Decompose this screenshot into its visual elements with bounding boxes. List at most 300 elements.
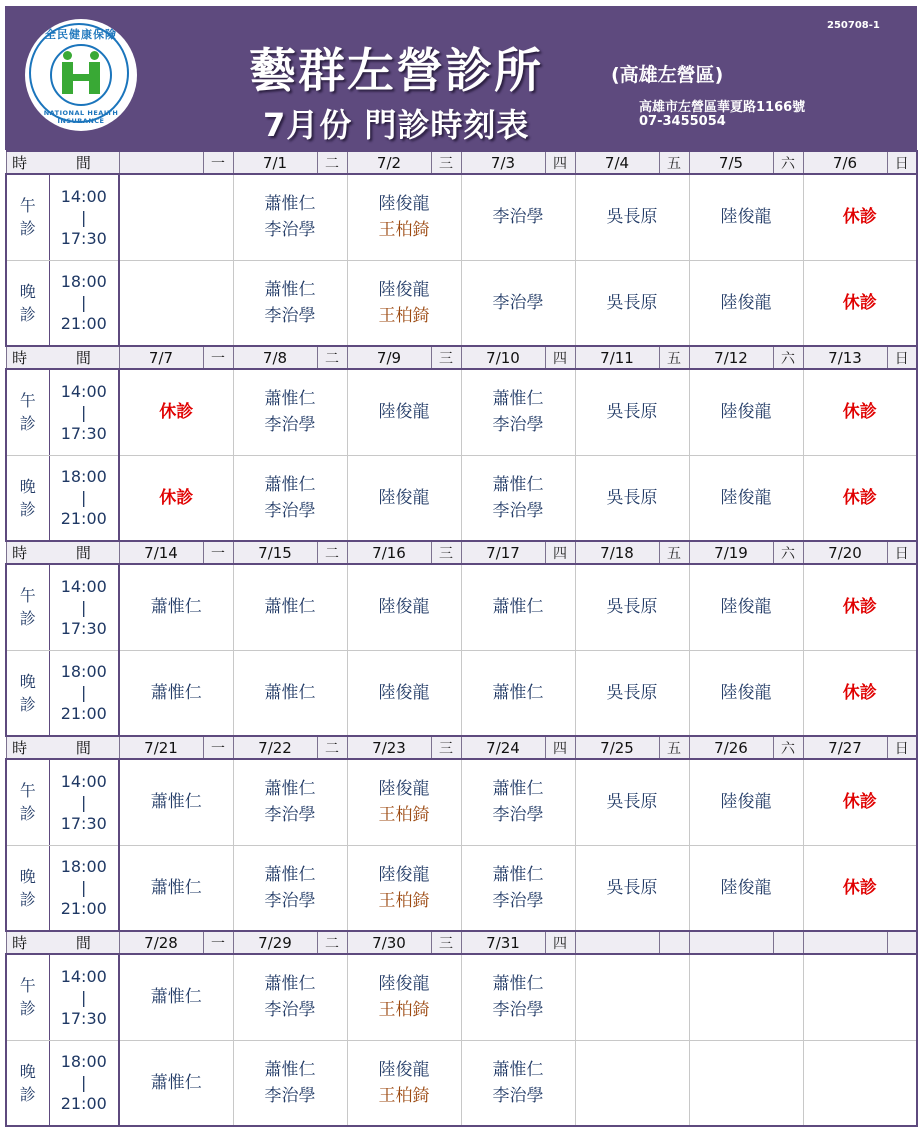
- doctor-name: 蕭惟仁: [492, 1059, 544, 1080]
- doctor-name: 陸俊龍: [378, 194, 430, 215]
- time-text: 14:00: [60, 576, 107, 596]
- date-cell: 7/5: [689, 151, 773, 174]
- weekday-cell: 日: [887, 541, 917, 564]
- address: 高雄市左營區華夏路1166號: [639, 100, 806, 115]
- nhi-logo: [25, 19, 137, 131]
- doctor-name: 蕭惟仁: [492, 779, 544, 800]
- time-text: |: [81, 597, 87, 617]
- date-cell: 7/7: [119, 346, 203, 369]
- weekday-cell: 二: [317, 736, 347, 759]
- time-text: 21:00: [60, 314, 107, 334]
- doctor-cell: [119, 845, 233, 931]
- logo-head-right: [90, 51, 99, 60]
- date-cell: 7/25: [575, 736, 659, 759]
- time-text: 21:00: [60, 509, 107, 529]
- doctor-name: 蕭惟仁: [150, 682, 202, 703]
- date-cell: 7/12: [689, 346, 773, 369]
- weekday-cell: 一: [203, 346, 233, 369]
- evening-row: [6, 260, 917, 346]
- time-text: 17:30: [60, 618, 107, 638]
- weekday-cell: 日: [887, 151, 917, 174]
- doctor-name: 吳長原: [606, 292, 658, 313]
- doctor-name: 吳長原: [606, 487, 658, 508]
- doctor-cell: [119, 260, 233, 346]
- weekday-cell: [887, 931, 917, 954]
- weekday-cell: 六: [773, 736, 803, 759]
- slot-label-char: 診: [19, 694, 36, 714]
- doctor-cell: [575, 369, 689, 455]
- doctor-cell: [233, 369, 347, 455]
- doctor-cell: [575, 564, 689, 650]
- week-header-row: [6, 736, 917, 759]
- doctor-cell: [689, 369, 803, 455]
- slot-label-char: 午: [19, 781, 36, 801]
- doctor-cell: [233, 564, 347, 650]
- time-text: |: [81, 1073, 87, 1093]
- weekday-cell: 三: [431, 151, 461, 174]
- doctor-name: 李治學: [492, 890, 544, 911]
- time-text: 17:30: [60, 1008, 107, 1028]
- evening-label: [6, 260, 49, 346]
- doctor-cell: [233, 455, 347, 541]
- doctor-cell: [689, 759, 803, 845]
- doctor-name: 蕭惟仁: [264, 779, 316, 800]
- weekday-cell: 三: [431, 346, 461, 369]
- weekday-cell: 四: [545, 151, 575, 174]
- weekday-cell: 一: [203, 151, 233, 174]
- weekday-cell: 五: [659, 541, 689, 564]
- doctor-cell: [347, 369, 461, 455]
- doctor-cell: [803, 845, 917, 931]
- doctor-cell: [689, 845, 803, 931]
- time-text: |: [81, 878, 87, 898]
- doctor-cell: [461, 954, 575, 1040]
- doctor-cell: [689, 174, 803, 260]
- date-cell: 7/9: [347, 346, 431, 369]
- doctor-name: 王柏錡: [378, 805, 430, 826]
- logo-crossbar: [62, 74, 100, 81]
- weekday-cell: 三: [431, 541, 461, 564]
- doctor-name: 陸俊龍: [720, 207, 772, 228]
- weekday-cell: 四: [545, 931, 575, 954]
- doctor-cell: [461, 759, 575, 845]
- doctor-name: 蕭惟仁: [492, 474, 544, 495]
- doctor-name: 蕭惟仁: [264, 279, 316, 300]
- closed-label: 休診: [159, 487, 194, 508]
- doctor-cell: [119, 564, 233, 650]
- weekday-cell: 五: [659, 736, 689, 759]
- doctor-cell: [119, 1040, 233, 1126]
- doctor-name: 李治學: [264, 220, 316, 241]
- slot-label-char: 午: [19, 196, 36, 216]
- date-cell: 7/13: [803, 346, 887, 369]
- closed-label: 休診: [842, 792, 877, 813]
- doctor-name: 王柏錡: [378, 305, 430, 326]
- doctor-name: 蕭惟仁: [264, 1059, 316, 1080]
- closed-label: 休診: [842, 292, 877, 313]
- slot-label-char: 晚: [19, 671, 36, 691]
- evening-label: [6, 845, 49, 931]
- date-cell: [689, 931, 773, 954]
- doctor-cell: [461, 564, 575, 650]
- afternoon-time: [49, 174, 119, 260]
- doctor-cell: [803, 260, 917, 346]
- date-cell: 7/4: [575, 151, 659, 174]
- weekday-cell: 二: [317, 931, 347, 954]
- weekday-cell: 四: [545, 736, 575, 759]
- weekday-cell: 五: [659, 346, 689, 369]
- doctor-name: 陸俊龍: [720, 792, 772, 813]
- closed-label: 休診: [842, 597, 877, 618]
- date-cell: 7/22: [233, 736, 317, 759]
- afternoon-row: [6, 174, 917, 260]
- date-cell: 7/26: [689, 736, 773, 759]
- doctor-name: 蕭惟仁: [492, 389, 544, 410]
- doctor-name: 陸俊龍: [378, 279, 430, 300]
- slot-label-char: 晚: [19, 476, 36, 496]
- doctor-cell: [347, 1040, 461, 1126]
- doctor-cell: [233, 845, 347, 931]
- date-cell: [803, 931, 887, 954]
- schedule-table: [5, 150, 918, 1127]
- doctor-cell: [347, 564, 461, 650]
- doctor-name: 陸俊龍: [720, 597, 772, 618]
- doctor-name: 蕭惟仁: [264, 974, 316, 995]
- logo-text-top: 全民健康保險: [45, 28, 117, 41]
- evening-label: [6, 1040, 49, 1126]
- time-header: 時 間: [6, 346, 119, 369]
- doctor-cell: [461, 845, 575, 931]
- date-cell: 7/27: [803, 736, 887, 759]
- date-cell: 7/23: [347, 736, 431, 759]
- date-cell: 7/29: [233, 931, 317, 954]
- doctor-cell: [233, 1040, 347, 1126]
- slot-label-char: 午: [19, 391, 36, 411]
- afternoon-row: [6, 759, 917, 845]
- doctor-cell: [119, 455, 233, 541]
- evening-label: [6, 650, 49, 736]
- doctor-cell: [803, 455, 917, 541]
- date-cell: 7/17: [461, 541, 545, 564]
- date-cell: 7/2: [347, 151, 431, 174]
- week-header-row: [6, 931, 917, 954]
- doctor-name: 李治學: [492, 292, 544, 313]
- doctor-name: 吳長原: [606, 207, 658, 228]
- doctor-name: 蕭惟仁: [264, 864, 316, 885]
- date-cell: 7/21: [119, 736, 203, 759]
- doctor-name: 蕭惟仁: [150, 792, 202, 813]
- slot-label-char: 診: [19, 499, 36, 519]
- doctor-name: 李治學: [264, 890, 316, 911]
- doctor-name: 陸俊龍: [378, 974, 430, 995]
- weekday-cell: [773, 931, 803, 954]
- afternoon-label: [6, 954, 49, 1040]
- doctor-cell: [461, 455, 575, 541]
- doctor-cell: [233, 650, 347, 736]
- weekday-cell: 五: [659, 151, 689, 174]
- doctor-name: 蕭惟仁: [150, 1072, 202, 1093]
- time-text: 14:00: [60, 381, 107, 401]
- doctor-name: 蕭惟仁: [150, 877, 202, 898]
- evening-row: [6, 845, 917, 931]
- doctor-cell: [689, 260, 803, 346]
- doctor-cell: [803, 564, 917, 650]
- doctor-cell: [575, 1040, 689, 1126]
- time-text: 17:30: [60, 813, 107, 833]
- doctor-cell: [803, 759, 917, 845]
- date-cell: 7/3: [461, 151, 545, 174]
- evening-time: [49, 1040, 119, 1126]
- afternoon-label: [6, 564, 49, 650]
- time-text: |: [81, 683, 87, 703]
- doctor-cell: [575, 455, 689, 541]
- doctor-name: 蕭惟仁: [264, 597, 316, 618]
- doctor-name: 王柏錡: [378, 1000, 430, 1021]
- afternoon-label: [6, 369, 49, 455]
- time-header: 時 間: [6, 541, 119, 564]
- doctor-name: 李治學: [492, 207, 544, 228]
- weekday-cell: 三: [431, 736, 461, 759]
- weekday-cell: 一: [203, 541, 233, 564]
- weekday-cell: 日: [887, 736, 917, 759]
- doctor-name: 李治學: [264, 415, 316, 436]
- date-cell: 7/28: [119, 931, 203, 954]
- date-cell: 7/15: [233, 541, 317, 564]
- doctor-name: 蕭惟仁: [264, 474, 316, 495]
- time-text: |: [81, 987, 87, 1007]
- slot-label-char: 診: [19, 304, 36, 324]
- date-cell: 7/11: [575, 346, 659, 369]
- closed-label: 休診: [159, 402, 194, 423]
- doctor-name: 陸俊龍: [378, 682, 430, 703]
- doctor-name: 吳長原: [606, 402, 658, 423]
- doctor-name: 王柏錡: [378, 1085, 430, 1106]
- time-text: |: [81, 488, 87, 508]
- doctor-cell: [461, 650, 575, 736]
- time-header: 時 間: [6, 931, 119, 954]
- time-header: 時 間: [6, 736, 119, 759]
- time-text: 14:00: [60, 771, 107, 791]
- afternoon-label: [6, 174, 49, 260]
- weekday-cell: [659, 931, 689, 954]
- doctor-cell: [689, 1040, 803, 1126]
- time-text: 21:00: [60, 899, 107, 919]
- doctor-cell: [119, 369, 233, 455]
- slot-label-char: 診: [19, 219, 36, 239]
- evening-time: [49, 650, 119, 736]
- logo-text-bottom: NATIONAL HEALTH INSURANCE: [43, 109, 119, 125]
- doctor-name: 李治學: [492, 805, 544, 826]
- document-code: 250708-1: [827, 20, 880, 31]
- doctor-cell: [803, 954, 917, 1040]
- doctor-name: 陸俊龍: [378, 402, 430, 423]
- doctor-name: 蕭惟仁: [150, 597, 202, 618]
- slot-label-char: 晚: [19, 281, 36, 301]
- clinic-name: 藝群左營診所: [249, 44, 543, 99]
- weekday-cell: 一: [203, 736, 233, 759]
- time-text: 17:30: [60, 228, 107, 248]
- afternoon-row: [6, 954, 917, 1040]
- date-cell: 7/1: [233, 151, 317, 174]
- closed-label: 休診: [842, 402, 877, 423]
- logo-emblem: [50, 44, 112, 106]
- doctor-cell: [689, 564, 803, 650]
- doctor-cell: [689, 954, 803, 1040]
- doctor-name: 蕭惟仁: [264, 389, 316, 410]
- time-text: 18:00: [60, 857, 107, 877]
- slot-label-char: 診: [19, 804, 36, 824]
- date-cell: [119, 151, 203, 174]
- doctor-cell: [119, 174, 233, 260]
- doctor-cell: [347, 455, 461, 541]
- doctor-name: 陸俊龍: [720, 682, 772, 703]
- doctor-cell: [347, 260, 461, 346]
- closed-label: 休診: [842, 877, 877, 898]
- time-text: |: [81, 293, 87, 313]
- doctor-cell: [803, 174, 917, 260]
- weekday-cell: 六: [773, 346, 803, 369]
- phone: 07-3455054: [639, 114, 726, 129]
- doctor-name: 王柏錡: [378, 220, 430, 241]
- afternoon-row: [6, 369, 917, 455]
- date-cell: 7/20: [803, 541, 887, 564]
- evening-time: [49, 845, 119, 931]
- slot-label-char: 午: [19, 586, 36, 606]
- closed-label: 休診: [842, 207, 877, 228]
- doctor-cell: [575, 954, 689, 1040]
- doctor-cell: [347, 650, 461, 736]
- time-text: 18:00: [60, 467, 107, 487]
- time-text: 14:00: [60, 186, 107, 206]
- date-cell: 7/19: [689, 541, 773, 564]
- weekday-cell: 三: [431, 931, 461, 954]
- district: (高雄左營區): [611, 64, 724, 86]
- doctor-name: 陸俊龍: [378, 864, 430, 885]
- doctor-name: 陸俊龍: [720, 487, 772, 508]
- time-text: 14:00: [60, 966, 107, 986]
- evening-label: [6, 455, 49, 541]
- doctor-name: 蕭惟仁: [492, 682, 544, 703]
- slot-label-char: 診: [19, 889, 36, 909]
- evening-row: [6, 650, 917, 736]
- evening-time: [49, 260, 119, 346]
- slot-label-char: 晚: [19, 866, 36, 886]
- weekday-cell: 六: [773, 151, 803, 174]
- date-cell: 7/10: [461, 346, 545, 369]
- doctor-cell: [119, 954, 233, 1040]
- doctor-name: 王柏錡: [378, 890, 430, 911]
- evening-time: [49, 455, 119, 541]
- date-cell: 7/16: [347, 541, 431, 564]
- doctor-cell: [347, 174, 461, 260]
- time-text: |: [81, 402, 87, 422]
- slot-label-char: 診: [19, 1084, 36, 1104]
- week-header-row: [6, 541, 917, 564]
- date-cell: 7/14: [119, 541, 203, 564]
- doctor-cell: [461, 1040, 575, 1126]
- weekday-cell: 一: [203, 931, 233, 954]
- schedule-title: 7月份 門診時刻表: [263, 106, 530, 144]
- doctor-name: 李治學: [264, 805, 316, 826]
- afternoon-time: [49, 759, 119, 845]
- doctor-cell: [119, 650, 233, 736]
- doctor-name: 陸俊龍: [378, 779, 430, 800]
- header-banner: [5, 6, 917, 150]
- doctor-name: 吳長原: [606, 877, 658, 898]
- doctor-cell: [233, 954, 347, 1040]
- doctor-name: 李治學: [264, 305, 316, 326]
- date-cell: 7/6: [803, 151, 887, 174]
- doctor-name: 陸俊龍: [378, 487, 430, 508]
- time-text: 18:00: [60, 662, 107, 682]
- doctor-name: 吳長原: [606, 792, 658, 813]
- doctor-name: 李治學: [492, 500, 544, 521]
- doctor-cell: [461, 260, 575, 346]
- date-cell: 7/24: [461, 736, 545, 759]
- doctor-name: 蕭惟仁: [264, 194, 316, 215]
- afternoon-time: [49, 369, 119, 455]
- week-header-row: [6, 151, 917, 174]
- doctor-name: 陸俊龍: [378, 1059, 430, 1080]
- closed-label: 休診: [842, 487, 877, 508]
- doctor-name: 吳長原: [606, 597, 658, 618]
- doctor-cell: [803, 650, 917, 736]
- weekday-cell: 二: [317, 346, 347, 369]
- slot-label-char: 診: [19, 999, 36, 1019]
- time-text: |: [81, 207, 87, 227]
- logo-head-left: [63, 51, 72, 60]
- doctor-cell: [803, 1040, 917, 1126]
- date-cell: 7/8: [233, 346, 317, 369]
- doctor-name: 蕭惟仁: [264, 682, 316, 703]
- doctor-name: 李治學: [492, 1085, 544, 1106]
- doctor-cell: [575, 650, 689, 736]
- doctor-cell: [347, 845, 461, 931]
- afternoon-time: [49, 954, 119, 1040]
- date-cell: 7/31: [461, 931, 545, 954]
- afternoon-label: [6, 759, 49, 845]
- slot-label-char: 午: [19, 976, 36, 996]
- doctor-cell: [575, 759, 689, 845]
- doctor-cell: [347, 954, 461, 1040]
- weekday-cell: 二: [317, 151, 347, 174]
- doctor-cell: [575, 174, 689, 260]
- doctor-name: 李治學: [264, 1000, 316, 1021]
- closed-label: 休診: [842, 682, 877, 703]
- afternoon-time: [49, 564, 119, 650]
- weekday-cell: 四: [545, 541, 575, 564]
- time-text: 21:00: [60, 1094, 107, 1114]
- slot-label-char: 診: [19, 609, 36, 629]
- doctor-name: 蕭惟仁: [492, 974, 544, 995]
- slot-label-char: 診: [19, 414, 36, 434]
- time-text: 21:00: [60, 704, 107, 724]
- time-text: 17:30: [60, 423, 107, 443]
- doctor-name: 陸俊龍: [720, 877, 772, 898]
- doctor-name: 李治學: [492, 415, 544, 436]
- weekday-cell: 二: [317, 541, 347, 564]
- doctor-cell: [233, 174, 347, 260]
- doctor-cell: [689, 455, 803, 541]
- slot-label-char: 晚: [19, 1061, 36, 1081]
- doctor-name: 陸俊龍: [720, 292, 772, 313]
- weekday-cell: 日: [887, 346, 917, 369]
- date-cell: 7/18: [575, 541, 659, 564]
- week-header-row: [6, 346, 917, 369]
- time-text: |: [81, 792, 87, 812]
- doctor-cell: [575, 845, 689, 931]
- evening-row: [6, 455, 917, 541]
